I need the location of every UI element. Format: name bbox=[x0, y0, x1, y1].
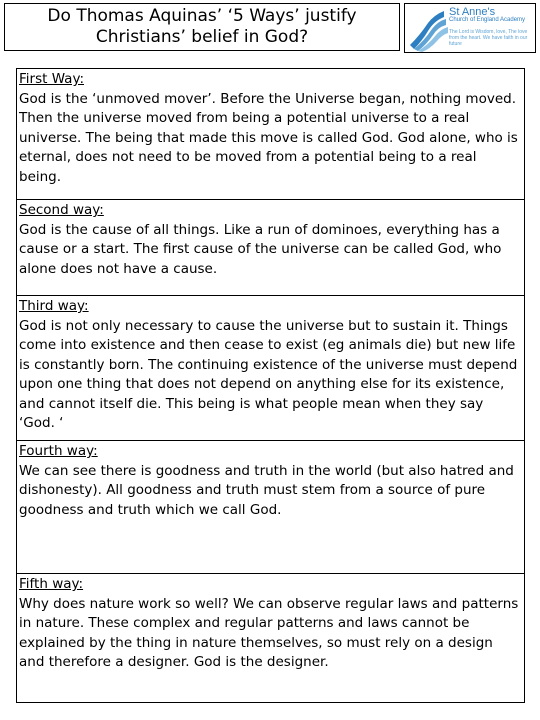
section-text: We can see there is goodness and truth in the world (but also hatred and dishonesty). All goodness and truth must stem from a source of pure goodness and truth which we call God. bbox=[19, 462, 514, 518]
section-fourth-way bbox=[17, 441, 524, 574]
section-heading: Third way: bbox=[19, 298, 89, 314]
school-logo bbox=[404, 3, 536, 53]
section-text: God is not only necessary to cause the universe but to sustain it. Things come into existence and then cease to exist (eg animals die) but new life is constantly born. The continuing existence of the universe must depend upon one thing that does not depend on anything else for its existence, and cannot itself die. This being is what people mean when they say ‘God. ‘ bbox=[19, 317, 518, 431]
section-first-way bbox=[17, 69, 524, 200]
section-text: God is the cause of all things. Like a run of dominoes, everything has a cause or a start. The first cause of the universe can be called God, who alone does not have a cause. bbox=[19, 221, 502, 277]
logo-tagline: The Lord is Wisdom, love, The love from the heart. We have faith in our future bbox=[449, 29, 528, 47]
section-second-way bbox=[17, 200, 524, 296]
title-box bbox=[4, 3, 400, 51]
logo-subtitle: Church of England Academy bbox=[449, 17, 526, 23]
section-heading: Fourth way: bbox=[19, 443, 98, 459]
logo-name: St Anne's bbox=[449, 6, 496, 18]
section-fifth-way bbox=[17, 574, 524, 702]
page-title: Do Thomas Aquinas’ ‘5 Ways’ justify Christians’ belief in God? bbox=[47, 6, 357, 47]
logo-wave-icon bbox=[406, 5, 450, 53]
section-text: Why does nature work so well? We can observe regular laws and patterns in nature. These complex and regular patterns and laws cannot be explained by the thing in nature themselves, so must rely on a design and therefore a designer. God is the designer. bbox=[19, 595, 519, 670]
section-heading: Fifth way: bbox=[19, 576, 84, 592]
section-heading: First Way: bbox=[19, 71, 85, 87]
section-text: God is the ‘unmoved mover’. Before the Universe began, nothing moved. Then the universe moved from being a potential universe to a real universe. The being that made this move is called God. God alone, who is eternal, does not need to be moved from a potential being to a real being. bbox=[19, 90, 518, 185]
section-heading: Second way: bbox=[19, 202, 104, 218]
five-ways-table bbox=[16, 68, 525, 703]
section-third-way bbox=[17, 296, 524, 441]
